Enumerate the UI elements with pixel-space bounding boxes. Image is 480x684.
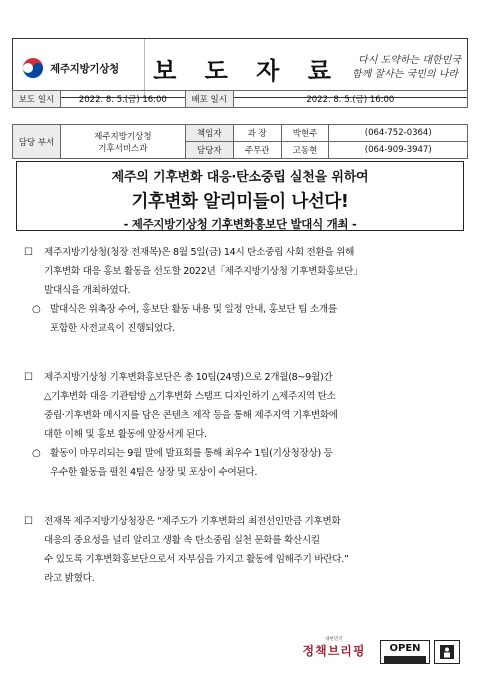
dept-line2: 기후서비스과 bbox=[98, 143, 148, 154]
release-info-table bbox=[12, 90, 468, 159]
text-line: 활동이 마무리되는 9월 말에 발표회를 통해 최우수 1팀(기상청장상) 등 bbox=[50, 448, 333, 459]
policy-briefing-text: 정책브리핑 bbox=[302, 644, 366, 658]
footer-logos bbox=[292, 636, 472, 680]
text-line: 수 있도록 기후변화홍보단으로서 자부심을 가지고 활동에 임해주기 바란다.” bbox=[44, 554, 349, 565]
org-logo-area bbox=[13, 39, 145, 97]
text-line: 발대식은 위촉장 수여, 홍보단 활동 내용 및 일정 안내, 홍보단 팀 소개를 bbox=[50, 304, 337, 315]
license-type-badge bbox=[434, 640, 460, 664]
org-name: 제주지방기상청 bbox=[50, 62, 119, 75]
text-line: 제주지방기상청 기후변화홍보단은 총 10팀(24명)으로 2개월(8~9월)간 bbox=[44, 372, 333, 383]
slogan-line1: 다시 도약하는 대한민국 bbox=[358, 55, 461, 66]
report-time-value: 2022. 8. 5.(금) 16:00 bbox=[60, 91, 185, 108]
headline-event: - 제주지방기상청 기후변화홍보단 발대식 개최 - bbox=[123, 217, 357, 231]
text-line: 대한 이해 및 홍보 활동에 앞장서게 된다. bbox=[44, 429, 207, 440]
text-line: 기후변화 대응 홍보 활동을 선도할 2022년「제주지방기상청 기후변화홍보단」 bbox=[44, 266, 363, 277]
info-row-times bbox=[13, 91, 468, 108]
article-body bbox=[24, 243, 464, 588]
responsible-phone: (064-752-0364) bbox=[329, 125, 468, 142]
open-license-text: OPEN bbox=[389, 643, 421, 654]
checkbox-bullet: ☐ bbox=[24, 247, 33, 258]
responsible-label: 책임자 bbox=[185, 125, 233, 142]
text-line: 발대식을 개최하였다. bbox=[44, 285, 131, 296]
responsible-name: 박현주 bbox=[281, 125, 329, 142]
slogan-line2: 함께 잘사는 국민의 나라 bbox=[351, 69, 459, 80]
dept-line1: 제주지방기상청 bbox=[94, 131, 152, 142]
dist-time-label: 배포 일시 bbox=[185, 91, 233, 108]
open-license-bar bbox=[384, 656, 426, 663]
text-line: 우수한 활동을 펼친 4팀은 상장 및 포상이 수여된다. bbox=[50, 467, 258, 478]
press-release-title: 보 도 자 료 bbox=[153, 55, 341, 85]
text-line: 제주지방기상청(청장 전재목)은 8월 5일(금) 14시 탄소중립 사회 전환을 위해 bbox=[44, 247, 355, 258]
paragraph-3 bbox=[24, 512, 464, 588]
text-line: 중립·기후변화 메시지를 담은 콘텐츠 제작 등을 통해 제주지역 기후변화에 bbox=[44, 410, 338, 421]
headline-subtitle: 제주의 기후변화 대응·탄소중립 실천을 위하여 bbox=[111, 170, 369, 185]
checkbox-bullet: ☐ bbox=[24, 372, 33, 383]
paragraph-1 bbox=[24, 243, 464, 300]
info-row-responsible bbox=[13, 125, 468, 142]
paragraph-1-sub bbox=[24, 300, 464, 338]
staff-label: 담당자 bbox=[185, 142, 233, 159]
text-line: 포함한 사전교육이 진행되었다. bbox=[50, 323, 175, 334]
open-license-badge bbox=[380, 640, 430, 664]
staff-phone: (064-909-3947) bbox=[329, 142, 468, 159]
headline-title: 기후변화 알리미들이 나선다! bbox=[131, 192, 349, 212]
text-line: 라고 밝혔다. bbox=[44, 573, 95, 584]
text-line: △기후변화 대응 기관탐방 △기후변화 스탬프 디자인하기 △제주지역 탄소 bbox=[44, 391, 336, 402]
paragraph-2-sub bbox=[24, 444, 464, 482]
text-line: 대응의 중요성을 널리 알리고 생활 속 탄소중립 실천 문화를 확산시킬 bbox=[44, 535, 320, 546]
headline-box bbox=[16, 161, 464, 231]
government-emblem-icon bbox=[21, 56, 45, 80]
dept-value bbox=[60, 125, 185, 159]
policy-briefing-small-text: 대한민국 bbox=[325, 637, 343, 642]
report-time-label: 보도 일시 bbox=[13, 91, 61, 108]
staff-title: 주무관 bbox=[233, 142, 281, 159]
dept-label: 담당 부서 bbox=[13, 125, 61, 159]
circle-bullet: ○ bbox=[32, 448, 41, 459]
press-header bbox=[12, 38, 468, 98]
license-person-icon bbox=[439, 644, 455, 660]
dist-time-value: 2022. 8. 5.(금) 16:00 bbox=[233, 91, 467, 108]
checkbox-bullet: ☐ bbox=[24, 516, 33, 527]
circle-bullet: ○ bbox=[32, 304, 41, 315]
text-line: 전재목 제주지방기상청장은 “제주도가 기후변화의 최전선인만큼 기후변화 bbox=[44, 516, 341, 527]
government-slogan bbox=[349, 54, 467, 82]
policy-briefing-logo bbox=[298, 636, 370, 659]
responsible-title: 과 장 bbox=[233, 125, 281, 142]
paragraph-2 bbox=[24, 368, 464, 444]
staff-name: 고동현 bbox=[281, 142, 329, 159]
